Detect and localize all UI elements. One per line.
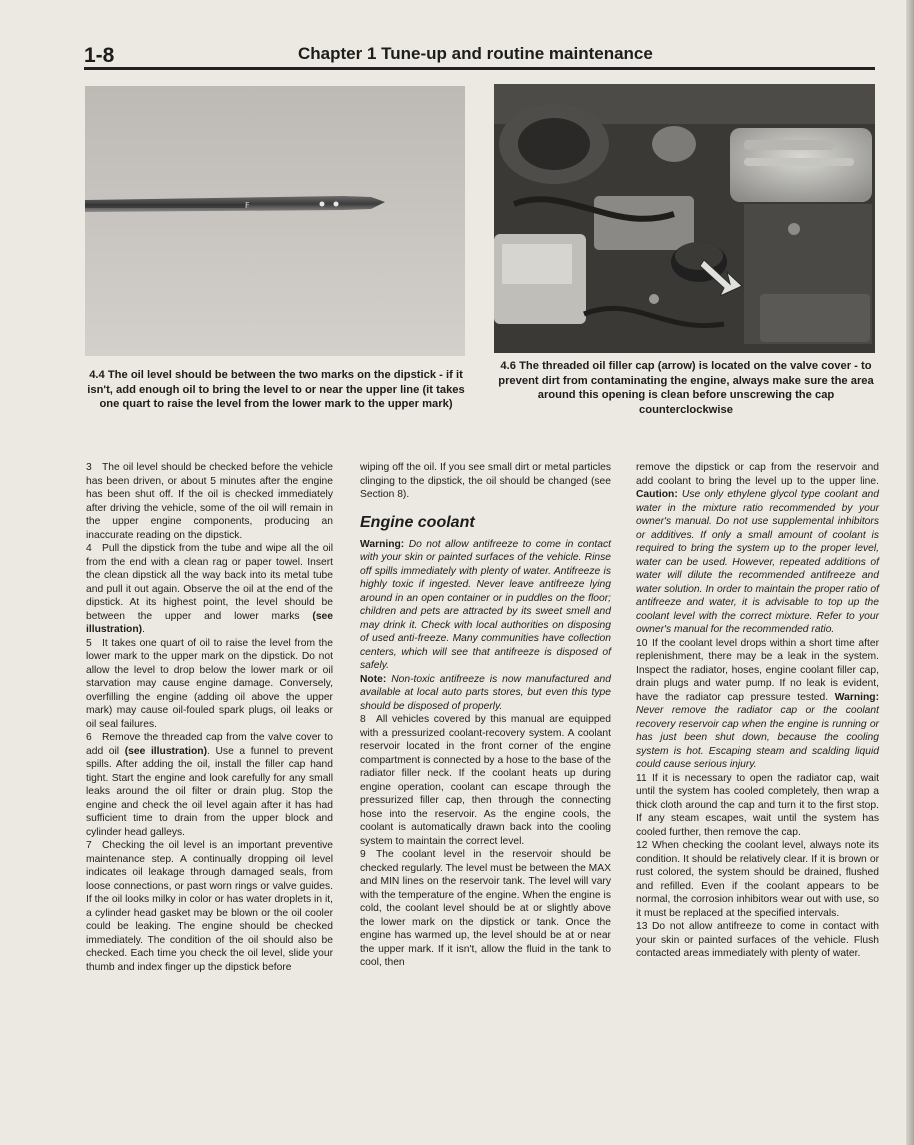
paragraph-9-continued bbox=[636, 461, 879, 637]
header-rule bbox=[84, 67, 875, 70]
page-header bbox=[84, 38, 874, 68]
note-label: Note: bbox=[360, 673, 387, 685]
warning-label: Warning: bbox=[360, 538, 405, 550]
page-number: 1-8 bbox=[84, 44, 115, 67]
paragraph-number: 11 bbox=[636, 772, 647, 784]
paragraph-text: The oil level should be checked before the vehicle has been driven, or about 5 minutes after the engine has been shut off. If the oil is checked immediately after driving the vehicle, some of the oil will remain in the upper engine components, producing an inaccurate reading on the dipstick. bbox=[86, 462, 333, 541]
paragraph-text: Checking the oil level is an important preventive maintenance step. A continually dropping oil level indicates oil leakage through damaged seals, from loose connections, or past worn rings or valve guides. If the oil looks milky in color or has water droplets in it, a cylinder head gasket may be blown or the oil cooler could be leaking. The engine should be checked immediately. The condition of the oil should also be checked. Each time you check the oil level, slide your thumb and index finger up the dipstick before bbox=[86, 840, 333, 973]
paragraph-number: 12 bbox=[636, 840, 648, 851]
paragraph-number: 7 bbox=[86, 840, 92, 851]
paragraph-9 bbox=[360, 848, 611, 970]
warning-paragraph bbox=[360, 538, 611, 673]
paragraph-text: When checking the coolant level, always note its condition. It should be relatively clear. If it is brown or rust colored, the system should be drained, flushed and refilled. Even if the coolant appears to be normal, the corrosion inhibitors wear out with use, so it must be replaced at the specified intervals. bbox=[636, 840, 879, 919]
caution-label: Caution: bbox=[636, 489, 678, 500]
text-column-1 bbox=[86, 461, 333, 974]
paragraph-7 bbox=[86, 839, 333, 974]
paragraph-text: Do not allow antifreeze to come in contact with your skin or painted surfaces of the vehicle. Flush contacted areas immediately with plenty of water. bbox=[636, 921, 879, 959]
paragraph-number: 8 bbox=[360, 714, 366, 725]
paragraph-tail: . bbox=[142, 624, 145, 635]
warning-label: Warning: bbox=[834, 691, 879, 703]
paragraph-tail: . Use a funnel to prevent spills. After adding the oil, install the filler cap hand tight. Start the engine and look carefully for any small leaks around the oil filter or drain plug. Stop the engine and check the oil level again after it has had sufficient time to drain from the upper block and cylinder head galleys. bbox=[86, 745, 333, 838]
dipstick-mark-label: F bbox=[245, 201, 250, 210]
section-heading-engine-coolant: Engine coolant bbox=[360, 513, 475, 531]
paragraph-6 bbox=[86, 731, 333, 839]
chapter-title: Chapter 1 Tune-up and routine maintenance bbox=[298, 44, 653, 63]
paragraph-10 bbox=[636, 637, 879, 772]
paragraph-3 bbox=[86, 461, 333, 542]
caution-text: Use only ethylene glycol type coolant and water in the mixture ratio recommended by your owner's manual. Do not use supplemental inhibitors or additives. If only a small amount of coolant is required to bring the system up to the proper level, water can be used. However, repeated additions of water will dilute the recommended antifreeze and water solution. In order to maintain the proper ratio of antifreeze and water, it is advisable to top up the coolant level with the correct mixture. Refer to your owner's manual for the recommended ratio. bbox=[636, 489, 879, 635]
paragraph-number: 13 bbox=[636, 921, 648, 932]
paragraph-text: Remove the threaded cap from the valve cover to add oil bbox=[86, 732, 333, 757]
illustration-reference: (see illustration) bbox=[124, 745, 208, 757]
paragraph-number: 10 bbox=[636, 637, 648, 649]
illustration-reference: (see illustration) bbox=[86, 610, 333, 635]
note-paragraph bbox=[360, 673, 611, 714]
dipstick-illustration bbox=[85, 86, 465, 356]
paragraph-text: All vehicles covered by this manual are equipped with a pressurized coolant-recovery system. A coolant reservoir located in the front corner of the engine compartment is connected by a hose to the base of the radiator filler neck. If the coolant heats up during engine operation, coolant can escape through the pressurized filler cap, then through the connecting hose into the reservoir. As the engine cools, the coolant is automatically drawn back into the cooling system to maintain the correct level. bbox=[360, 714, 611, 847]
dipstick-photo bbox=[85, 86, 465, 356]
paragraph-text: remove the dipstick or cap from the reservoir and add coolant to bring the level up to the upper line. bbox=[636, 462, 879, 487]
paragraph-8 bbox=[360, 713, 611, 848]
paragraph-5 bbox=[86, 637, 333, 732]
paragraph-11 bbox=[636, 772, 879, 840]
paragraph-number: 5 bbox=[86, 637, 92, 649]
paragraph-text: If it is necessary to open the radiator cap, wait until the system has cooled completely, then wrap a thick cloth around the cap and turn it to the first stop. If any steam escapes, wait until the system has cooled further, then remove the cap. bbox=[636, 772, 879, 838]
paragraph-7-continued: wiping off the oil. If you see small dirt or metal particles clinging to the dipstick, the oil should be changed (see Section 8). bbox=[360, 462, 611, 500]
engine-bay-photo bbox=[494, 84, 875, 353]
paragraph-13 bbox=[636, 920, 879, 961]
paragraph-number: 4 bbox=[86, 543, 92, 554]
paragraph-number: 3 bbox=[86, 462, 92, 473]
text-column-2 bbox=[360, 461, 611, 970]
paragraph-4 bbox=[86, 542, 333, 637]
figure-caption-4-6: 4.6 The threaded oil filler cap (arrow) is located on the valve cover - to prevent dirt from contaminating the engine, always make sure the area around this opening is clean before unscrewing the cap counterclockwise bbox=[498, 360, 874, 416]
text-column-3 bbox=[636, 461, 879, 961]
paragraph-12 bbox=[636, 839, 879, 920]
paragraph-text: If the coolant level drops within a short time after replenishment, there may be a leak in the system. Inspect the radiator, hoses, engine coolant filler cap, drain plugs and water pump. If no leak is evident, have the radiator cap pressure tested. bbox=[636, 637, 879, 703]
paragraph-number: 9 bbox=[360, 849, 366, 860]
warning-text: Never remove the radiator cap or the coolant recovery reservoir cap when the engine is running or has just been shut down, because the cooling system is hot. Escaping steam and scalding liquid could cause serious injury. bbox=[636, 705, 879, 770]
engine-bay-illustration bbox=[494, 84, 875, 353]
figure-caption-4-4: 4.4 The oil level should be between the two marks on the dipstick - if it isn't, add enough oil to bring the level to or near the upper line (it takes one quart to raise the level from the lower mark to the upper mark) bbox=[87, 369, 465, 411]
paragraph-number: 6 bbox=[86, 732, 92, 743]
paragraph-text: The coolant level in the reservoir should be checked regularly. The level must be between the MAX and MIN lines on the reservoir tank. The level will vary with the temperature of the engine. When the engine is cold, the coolant level should be at or slightly above the lower mark on the dipstick or tank. Once the engine has warmed up, the level should be at or near the upper mark. If it isn't, allow the fluid in the tank to cool, then bbox=[360, 849, 611, 968]
paragraph-text: Pull the dipstick from the tube and wipe all the oil from the end with a clean rag or paper towel. Insert the clean dipstick all the way back into its metal tube and pull it out again. Observe the oil at the end of the dipstick. At its highest point, the level should be between the upper and lower marks bbox=[86, 543, 333, 622]
warning-text: Do not allow antifreeze to come in contact with your skin or painted surfaces of the vehicle. Rinse off spills immediately with plenty of water. Antifreeze is highly toxic if ingested. Never leave antifreeze lying around in an open container or in puddles on the floor; children and pets are attracted by its sweet smell and may drink it. Check with local authorities on disposing of used anti-freeze. Many communities have collection centers, which will see that antifreeze is disposed of safely. bbox=[360, 538, 611, 671]
paragraph-text: It takes one quart of oil to raise the level from the lower mark to the upper mark on the dipstick. Do not allow the level to drop below the lower mark or oil starvation may cause engine damage. Conversely, overfilling the engine (adding oil above the upper mark) may cause oil-fouled spark plugs, oil leaks or oil seal failures. bbox=[86, 637, 333, 730]
note-text: Non-toxic antifreeze is now manufactured and available at local auto parts stores, but even this type should be disposed of properly. bbox=[360, 673, 611, 712]
page-edge-shadow bbox=[906, 0, 914, 1145]
